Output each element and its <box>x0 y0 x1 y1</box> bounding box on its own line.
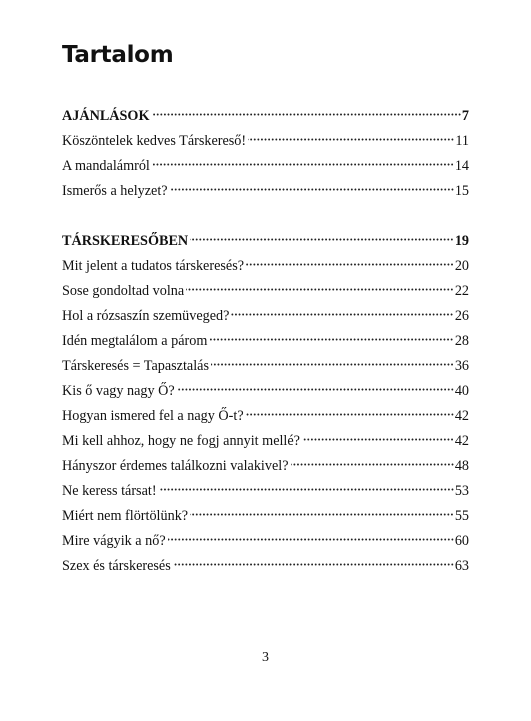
toc-entry-title: Sose gondoltad volna <box>62 283 185 299</box>
toc-entry-title: Társkeresés = Tapasztalás <box>62 358 209 374</box>
toc-entry-page: 22 <box>454 283 469 299</box>
dot-leader <box>168 538 454 541</box>
toc-entry-title: Szex és társkeresés <box>62 558 171 574</box>
dot-leader <box>211 363 454 366</box>
toc-entry-page: 28 <box>454 333 469 349</box>
dot-leader <box>246 263 454 266</box>
toc-entry-title: Mi kell ahhoz, hogy ne fogj annyit mellé? <box>62 433 300 449</box>
toc-entry[interactable] <box>62 354 469 379</box>
toc-heading-title: TÁRSKERESŐBEN <box>62 233 189 249</box>
dot-leader <box>152 163 454 166</box>
dot-leader <box>302 438 454 441</box>
toc-entry[interactable] <box>62 504 469 529</box>
toc-entry-page: 63 <box>454 558 469 574</box>
toc-entry-title: Miért nem flörtölünk? <box>62 508 189 524</box>
toc-entry[interactable] <box>62 429 469 454</box>
toc-entry-page: 20 <box>454 258 469 274</box>
toc-section-tarskeresoben <box>62 229 469 579</box>
dot-leader <box>152 113 461 116</box>
toc-heading-page: 19 <box>454 233 469 249</box>
page-number: 3 <box>262 650 269 665</box>
dot-leader <box>246 413 454 416</box>
toc-entry[interactable] <box>62 379 469 404</box>
toc-entry-page: 60 <box>454 533 469 549</box>
toc-entry-title: Hogyan ismered fel a nagy Ő-t? <box>62 408 244 424</box>
toc-entry[interactable] <box>62 404 469 429</box>
toc-entry-title: Ismerős a helyzet? <box>62 183 168 199</box>
toc-entry[interactable] <box>62 179 469 204</box>
toc-entry-title: Mire vágyik a nő? <box>62 533 166 549</box>
toc-entry[interactable] <box>62 329 469 354</box>
toc-entry-page: 48 <box>454 458 469 474</box>
page-title: Tartalom <box>62 42 174 68</box>
dot-leader <box>248 138 454 141</box>
toc-section-ajanlasok <box>62 104 469 204</box>
dot-leader <box>173 563 454 566</box>
toc-entry-title: Kis ő vagy nagy Ő? <box>62 383 175 399</box>
dot-leader <box>190 238 454 241</box>
toc-entry-title: Hol a rózsaszín szemüveged? <box>62 308 230 324</box>
dot-leader <box>177 388 454 391</box>
toc-heading-tarskeresoben[interactable] <box>62 229 469 254</box>
toc-heading-ajanlasok[interactable] <box>62 104 469 129</box>
table-of-contents <box>62 104 469 579</box>
toc-entry-page: 40 <box>454 383 469 399</box>
toc-entry[interactable] <box>62 129 469 154</box>
toc-entry-title: A mandalámról <box>62 158 150 174</box>
toc-entry-page: 55 <box>454 508 469 524</box>
toc-entry[interactable] <box>62 304 469 329</box>
toc-entry[interactable] <box>62 254 469 279</box>
toc-entry-title: Hányszor érdemes találkozni valakivel? <box>62 458 289 474</box>
toc-entry-title: Idén megtalálom a párom <box>62 333 208 349</box>
toc-entry-page: 42 <box>454 408 469 424</box>
toc-entry-page: 11 <box>455 133 469 149</box>
toc-entry-title: Köszöntelek kedves Társkereső! <box>62 133 247 149</box>
toc-entry-page: 42 <box>454 433 469 449</box>
toc-heading-page: 7 <box>461 108 469 124</box>
dot-leader <box>190 513 454 516</box>
toc-entry-page: 36 <box>454 358 469 374</box>
dot-leader <box>209 338 453 341</box>
toc-entry-title: Mit jelent a tudatos társkeresés? <box>62 258 245 274</box>
toc-entry[interactable] <box>62 554 469 579</box>
toc-entry-page: 15 <box>454 183 469 199</box>
toc-entry-page: 26 <box>454 308 469 324</box>
dot-leader <box>291 463 454 466</box>
toc-entry-title: Ne keress társat! <box>62 483 157 499</box>
toc-entry[interactable] <box>62 154 469 179</box>
toc-heading-title: AJÁNLÁSOK <box>62 108 150 124</box>
toc-entry[interactable] <box>62 529 469 554</box>
toc-entry[interactable] <box>62 479 469 504</box>
toc-entry-page: 14 <box>454 158 469 174</box>
toc-entry[interactable] <box>62 279 469 304</box>
dot-leader <box>231 313 453 316</box>
dot-leader <box>186 288 454 291</box>
dot-leader <box>159 488 454 491</box>
toc-entry[interactable] <box>62 454 469 479</box>
toc-entry-page: 53 <box>454 483 469 499</box>
dot-leader <box>170 188 454 191</box>
